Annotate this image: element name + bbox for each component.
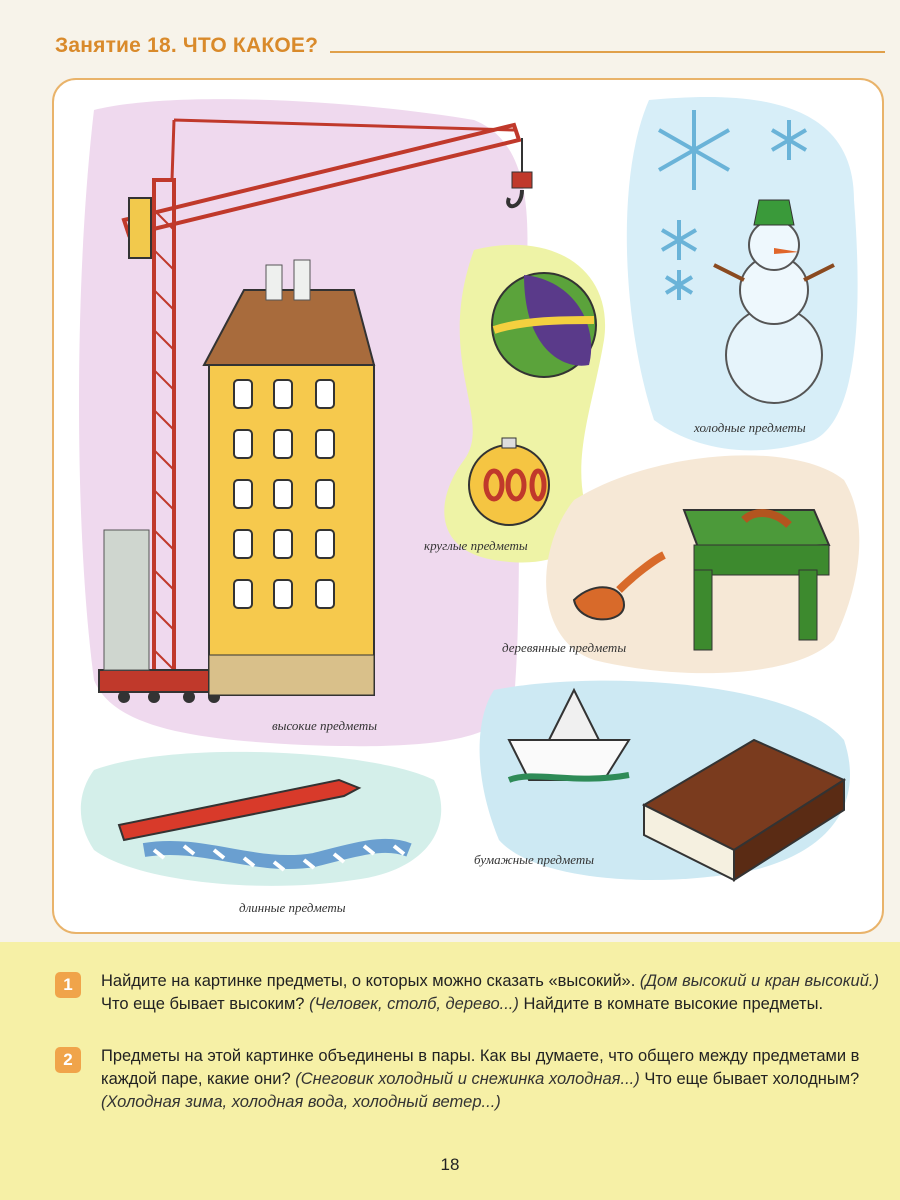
window-icon <box>234 530 252 558</box>
caption-cold: холодные предметы <box>694 420 806 435</box>
lesson-title: Занятие 18. ЧТО КАКОЕ? <box>55 34 319 57</box>
header-rule <box>330 51 885 53</box>
window-icon <box>234 430 252 458</box>
window-icon <box>274 430 292 458</box>
caption-long: длинные предметы <box>239 900 346 915</box>
window-icon <box>274 580 292 608</box>
illustration-svg <box>54 80 882 932</box>
caption-paper: бумажные предметы <box>474 852 595 867</box>
caption-tall: высокие предметы <box>272 718 378 733</box>
window-icon <box>316 380 334 408</box>
window-icon <box>316 430 334 458</box>
window-icon <box>274 480 292 508</box>
window-icon <box>316 480 334 508</box>
cold-blob <box>627 97 858 450</box>
window-icon <box>274 380 292 408</box>
task-text: Найдите на картинке предметы, о которых можно сказать «высокий». (Дом высокий и кран высокий.) Что еще бывает высоким? (Человек, столб, дерево...) Найдите в комнате высокие предметы. <box>101 972 879 1013</box>
task-number-badge: 1 <box>55 972 81 998</box>
window-icon <box>316 580 334 608</box>
lesson-header <box>55 28 885 58</box>
window-icon <box>316 530 334 558</box>
task-1 <box>55 970 885 1016</box>
task-text: Предметы на этой картинке объединены в пары. Как вы думаете, что общего между предметами в каждой паре, какие они? (Снеговик холодный и снежинка холодная...) Что еще бывает холодным? (Холодная зима, холодная вода, холодный ветер...) <box>101 1047 860 1111</box>
ball-icon <box>492 273 596 377</box>
task-2 <box>55 1045 885 1114</box>
window-icon <box>234 480 252 508</box>
window-icon <box>234 380 252 408</box>
window-icon <box>274 530 292 558</box>
illustration-panel <box>52 78 884 934</box>
task-number-badge: 2 <box>55 1047 81 1073</box>
building-icon <box>204 260 374 695</box>
caption-wooden: деревянные предметы <box>502 640 627 655</box>
page-number: 18 <box>440 1155 460 1174</box>
window-icon <box>234 580 252 608</box>
caption-round: круглые предметы <box>424 538 528 553</box>
